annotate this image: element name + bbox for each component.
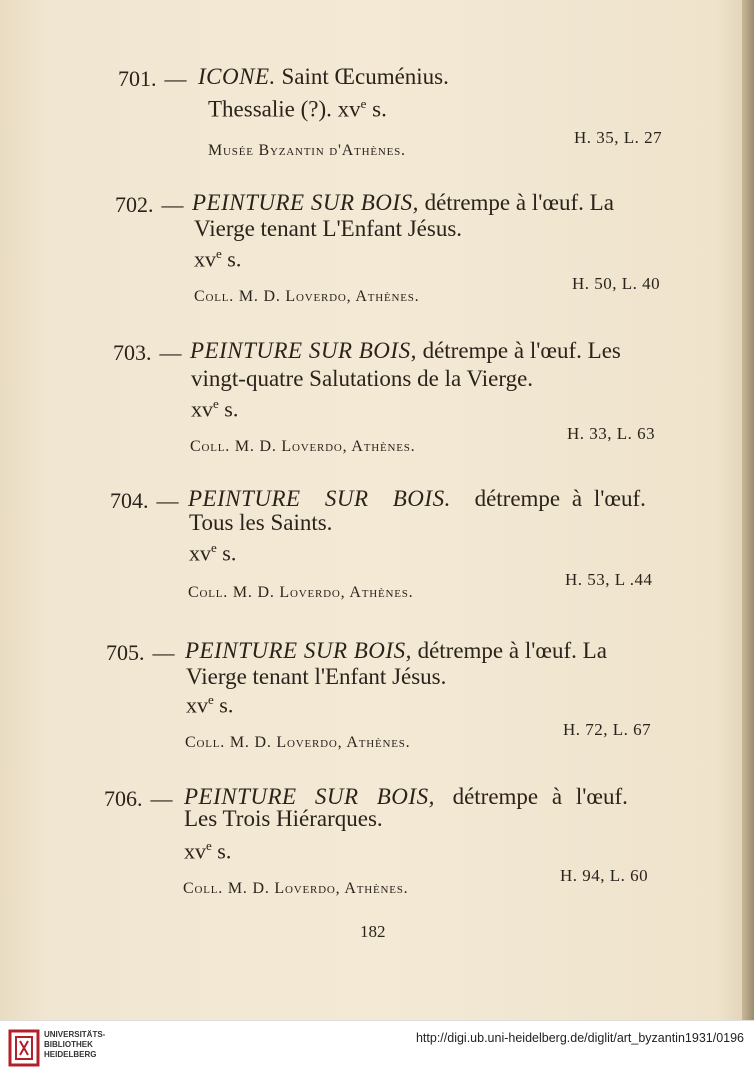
entry-description: Vierge tenant L'Enfant Jésus. <box>194 216 463 241</box>
entry-title-rest: détrempe à l'œuf. La <box>424 190 614 215</box>
entry-dimensions: H. 53, L .44 <box>565 570 653 589</box>
entry-collection: Coll. M. D. Loverdo, Athènes. <box>185 734 411 751</box>
entry-title-line <box>185 638 607 664</box>
entry-dimensions: H. 33, L. 63 <box>567 424 656 443</box>
entry-number: 705. — <box>106 640 175 665</box>
entry-title: ICONE. <box>198 64 276 89</box>
entry-title-line <box>188 486 646 512</box>
entry-dimensions: H. 50, L. 40 <box>572 274 661 293</box>
entry-title-rest: détrempe à l'œuf. La <box>417 638 607 663</box>
page-edge-shadow <box>742 0 754 1020</box>
entry-number: 703. — <box>113 340 182 365</box>
entry-title: PEINTURE SUR BOIS, <box>192 190 419 215</box>
catalog-entry-704 <box>0 484 754 614</box>
catalog-entry-705 <box>0 636 754 766</box>
entry-date: $xv^e$ s. <box>189 540 237 566</box>
entry-title: PEINTURE SUR BOIS. <box>188 486 451 511</box>
entry-description: vingt-quatre Salutations de la Vierge. <box>191 366 534 391</box>
entry-description: Tous les Saints. <box>189 510 333 535</box>
library-logo-icon <box>8 1027 40 1069</box>
library-logo-text: UNIVERSITÄTS- BIBLIOTHEK HEIDELBERG <box>44 1030 106 1059</box>
entry-description: Thessalie (?). $xv^e$ s. <box>208 96 387 122</box>
entry-collection: Coll. M. D. Loverdo, Athènes. <box>194 288 420 305</box>
entry-description: Vierge tenant l'Enfant Jésus. <box>186 664 447 689</box>
entry-date: $xv^e$ s. <box>184 838 232 864</box>
entry-title-rest: Saint Œcuménius. <box>281 64 449 89</box>
entry-dimensions: H. 94, L. 60 <box>560 866 649 885</box>
catalog-entry-702 <box>0 188 754 318</box>
catalog-entry-706 <box>0 782 754 912</box>
entry-title-rest: détrempe à l'œuf. <box>474 486 646 511</box>
catalog-entry-701 <box>0 62 754 192</box>
entry-collection: Coll. M. D. Loverdo, Athènes. <box>190 438 416 455</box>
entry-title-rest: détrempe à l'œuf. <box>452 784 628 809</box>
entry-date: $xv^e$ s. <box>194 246 242 272</box>
entry-number: 701. — <box>118 66 187 91</box>
entry-collection: Musée Byzantin d'Athènes. <box>208 142 406 159</box>
entry-title-line <box>198 64 449 90</box>
entry-dimensions: H. 72, L. 67 <box>563 720 652 739</box>
entry-title-line <box>192 190 614 216</box>
entry-date: $xv^e$ s. <box>186 692 234 718</box>
entry-number: 704. — <box>110 488 179 513</box>
entry-title: PEINTURE SUR BOIS, <box>184 784 435 809</box>
entry-collection: Coll. M. D. Loverdo, Athènes. <box>183 880 409 897</box>
entry-title: PEINTURE SUR BOIS, <box>185 638 412 663</box>
entry-title-line <box>190 338 621 364</box>
entry-collection: Coll. M. D. Loverdo, Athènes. <box>188 584 414 601</box>
entry-title-rest: détrempe à l'œuf. Les <box>422 338 621 363</box>
catalog-entry-703 <box>0 336 754 466</box>
digitization-footer <box>0 1020 754 1074</box>
entry-title: PEINTURE SUR BOIS, <box>190 338 417 363</box>
entry-number: 706. — <box>104 786 173 811</box>
entry-dimensions: H. 35, L. 27 <box>574 128 663 147</box>
entry-date: $xv^e$ s. <box>191 396 239 422</box>
page-number: 182 <box>360 922 386 941</box>
entry-number: 702. — <box>115 192 184 217</box>
entry-description: Les Trois Hiérarques. <box>184 806 383 831</box>
source-url-link[interactable]: http://digi.ub.uni-heidelberg.de/diglit/art_byzantin1931/0196 <box>415 1031 744 1045</box>
